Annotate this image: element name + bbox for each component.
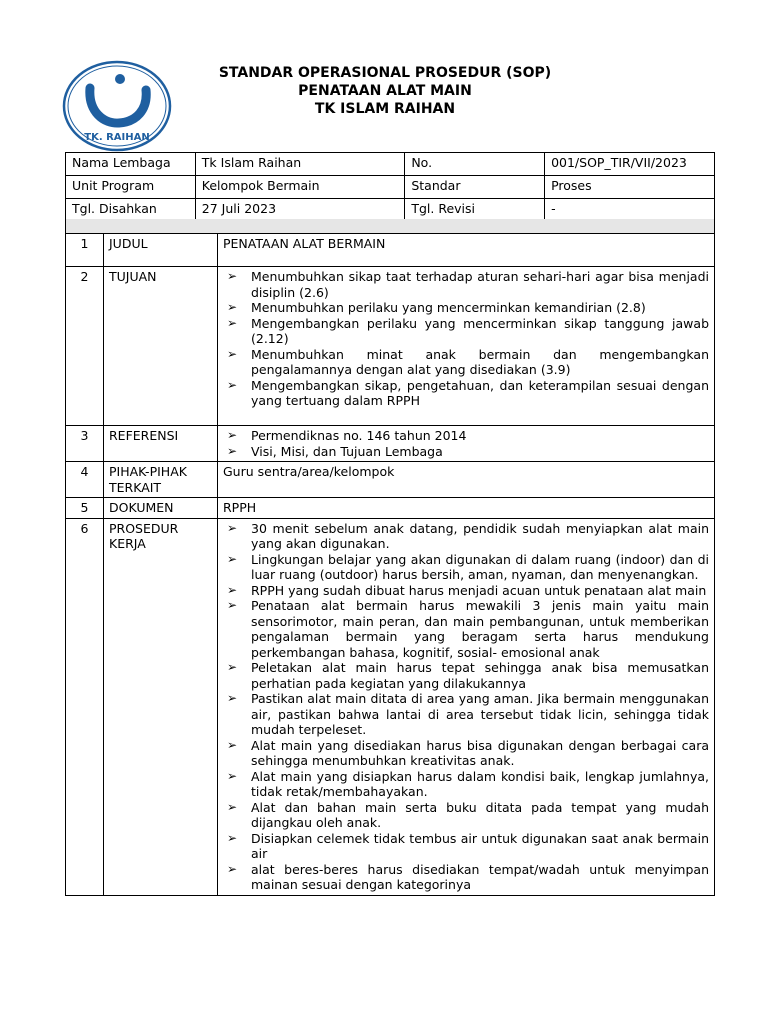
section-number: 5 (66, 498, 104, 519)
list-item: ➢ Alat main yang disediakan harus bisa digunakan dengan berbagai cara sehingga menumbuhkan kreativitas anak. (223, 738, 709, 769)
bullet-list (223, 521, 709, 893)
list-item: ➢ Visi, Misi, dan Tujuan Lembaga (223, 444, 709, 460)
title-line-2: PENATAAN ALAT MAIN (298, 83, 472, 99)
bullet-list (223, 269, 709, 409)
info-cell: - (545, 199, 715, 222)
list-item: ➢ Permendiknas no. 146 tahun 2014 (223, 428, 709, 444)
list-item: ➢ Pastikan alat main ditata di area yang aman. Jika bermain menggunakan air, pastikan bahwa lantai di area tersebut tidak licin, sehingga tidak mudah terpeleset. (223, 691, 709, 738)
list-item: ➢ Lingkungan belajar yang akan digunakan di dalam ruang (indoor) dan di luar ruang (outdoor) harus bersih, aman, nyaman, dan menyenangkan. (223, 552, 709, 583)
section-label: DOKUMEN (104, 498, 218, 519)
info-table (65, 152, 715, 222)
info-cell: Standar (405, 176, 545, 199)
list-item: ➢ alat beres-beres harus disediakan tempat/wadah untuk menyimpan mainan sesuai dengan kategorinya (223, 862, 709, 893)
logo-text: TK. RAIHAN (84, 132, 150, 143)
info-row (66, 176, 715, 199)
info-cell: Tgl. Disahkan (66, 199, 196, 222)
section-label: JUDUL (104, 234, 218, 267)
section-row (66, 462, 715, 498)
list-item: ➢ Disiapkan celemek tidak tembus air untuk digunakan saat anak bermain air (223, 831, 709, 862)
info-row (66, 153, 715, 176)
section-number: 2 (66, 267, 104, 426)
section-label: REFERENSI (104, 426, 218, 462)
list-item: ➢ Menumbuhkan minat anak bermain dan mengembangkan pengalamannya dengan alat yang disediakan (3.9) (223, 347, 709, 378)
section-content (218, 518, 715, 895)
title-line-1: STANDAR OPERASIONAL PROSEDUR (SOP) (218, 65, 552, 81)
info-cell: Tk Islam Raihan (195, 153, 405, 176)
title-line-3: TK ISLAM RAIHAN (314, 101, 456, 117)
section-number: 4 (66, 462, 104, 498)
section-row (66, 234, 715, 267)
school-logo (62, 60, 172, 152)
list-item: ➢ Menumbuhkan perilaku yang mencerminkan kemandirian (2.8) (223, 300, 709, 316)
section-row (66, 518, 715, 895)
section-number: 1 (66, 234, 104, 267)
section-number: 3 (66, 426, 104, 462)
info-cell: Unit Program (66, 176, 196, 199)
info-cell: 27 Juli 2023 (195, 199, 405, 222)
section-number: 6 (66, 518, 104, 895)
info-cell: 001/SOP_TIR/VII/2023 (545, 153, 715, 176)
info-cell: Proses (545, 176, 715, 199)
info-cell: Tgl. Revisi (405, 199, 545, 222)
section-content (218, 426, 715, 462)
bullet-list (223, 428, 709, 459)
table-separator (65, 219, 715, 234)
section-label: PROSEDUR KERJA (104, 518, 218, 895)
info-cell: Nama Lembaga (66, 153, 196, 176)
section-label: TUJUAN (104, 267, 218, 426)
list-item: ➢ RPPH yang sudah dibuat harus menjadi acuan untuk penataan alat main (223, 583, 709, 599)
section-content: RPPH (218, 498, 715, 519)
list-item: ➢ Menumbuhkan sikap taat terhadap aturan sehari-hari agar bisa menjadi disiplin (2.6) (223, 269, 709, 300)
section-content (218, 267, 715, 426)
info-cell: Kelompok Bermain (195, 176, 405, 199)
list-item: ➢ Peletakan alat main harus tepat sehingga anak bisa memusatkan perhatian pada kegiatan yang dilakukannya (223, 660, 709, 691)
list-item: ➢ Mengembangkan perilaku yang mencerminkan sikap tanggung jawab (2.12) (223, 316, 709, 347)
sop-content-table (65, 233, 715, 896)
list-item: ➢ 30 menit sebelum anak datang, pendidik sudah menyiapkan alat main yang akan digunakan. (223, 521, 709, 552)
list-item: ➢ Alat main yang disiapkan harus dalam kondisi baik, lengkap jumlahnya, tidak retak/membahayakan. (223, 769, 709, 800)
section-content: Guru sentra/area/kelompok (218, 462, 715, 498)
logo-emblem-icon (62, 60, 172, 152)
document-title (170, 64, 600, 118)
section-row (66, 267, 715, 426)
section-row (66, 498, 715, 519)
list-item: ➢ Alat dan bahan main serta buku ditata pada tempat yang mudah dijangkau oleh anak. (223, 800, 709, 831)
list-item: ➢ Penataan alat bermain harus mewakili 3 jenis main yaitu main sensorimotor, main peran, dan main pembangunan, untuk memberikan pengalaman bermain yang beragam serta harus mendukung perkembangan bahasa, kognitif, sosial- emosional anak (223, 598, 709, 660)
section-label: PIHAK-PIHAK TERKAIT (104, 462, 218, 498)
section-content: PENATAAN ALAT BERMAIN (218, 234, 715, 267)
list-item: ➢ Mengembangkan sikap, pengetahuan, dan keterampilan sesuai dengan yang tertuang dalam RPPH (223, 378, 709, 409)
section-row (66, 426, 715, 462)
info-cell: No. (405, 153, 545, 176)
